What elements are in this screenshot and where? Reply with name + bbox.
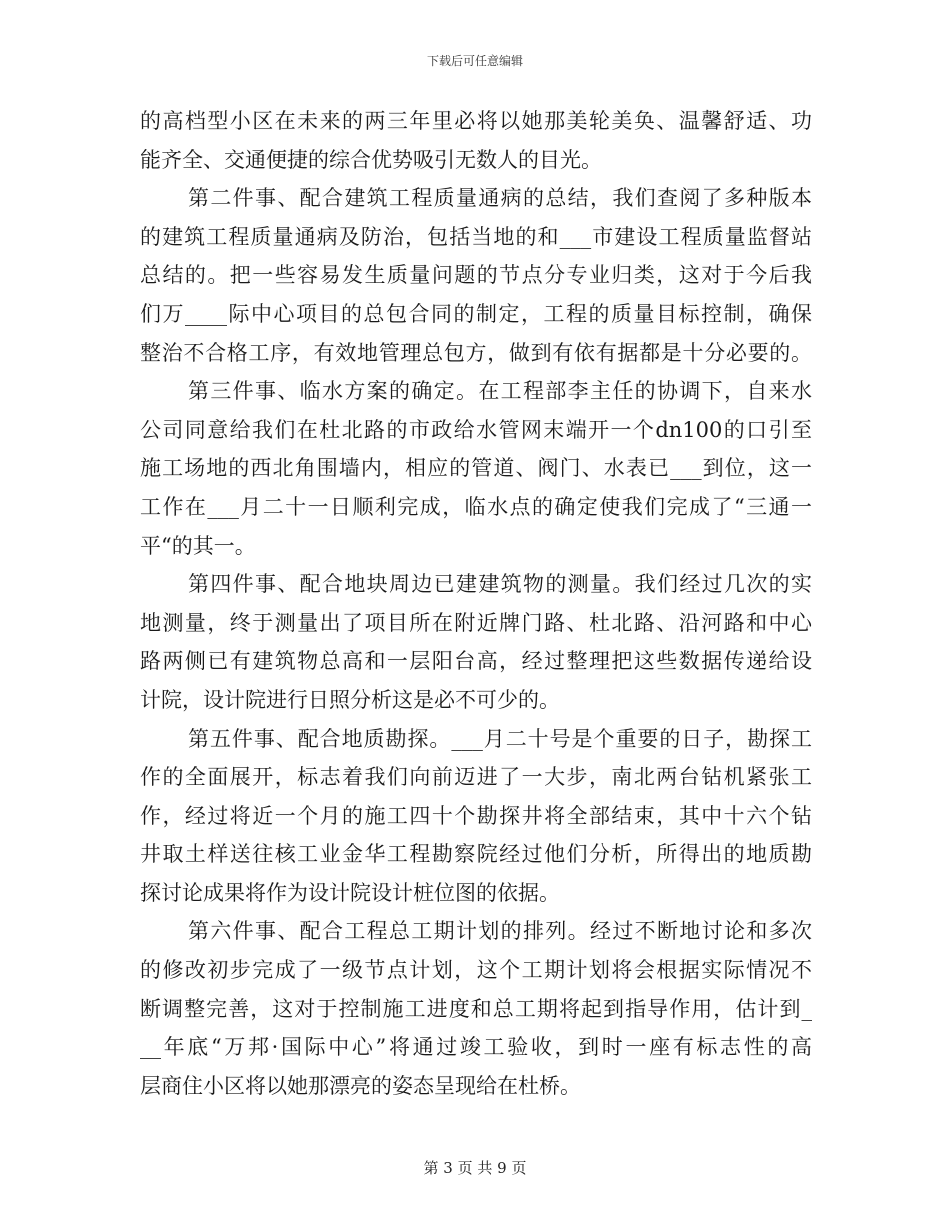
text-line: 总结的。把一些容易发生质量问题的节点分专业归类，这对于今后我 bbox=[140, 263, 812, 288]
text-line: 层商住小区将以她那漂亮的姿态呈现给在杜桥。 bbox=[140, 1073, 581, 1098]
text-line: 公司同意给我们在杜北路的市政给水管网末端开一个dn100的口引至 bbox=[140, 417, 812, 442]
text-line: 作，经过将近一个月的施工四十个勘探井将全部结束，其中十六个钻 bbox=[140, 803, 812, 828]
text-line: 平“的其一。 bbox=[140, 533, 256, 558]
page-header-note: 下载后可任意编辑 bbox=[426, 54, 523, 68]
text-line: 的高档型小区在未来的两三年里必将以她那美轮美奂、温馨舒适、功 bbox=[140, 109, 812, 133]
text-line: 探讨论成果将作为设计院设计桩位图的依据。 bbox=[140, 880, 560, 905]
text-line: 的修改初步完成了一级节点计划，这个工期计划将会根据实际情况不 bbox=[140, 958, 812, 983]
text-line: 作的全面展开，标志着我们向前迈进了一大步，南北两台钻机紧张工 bbox=[140, 765, 812, 790]
text-line: 井取土样送往核工业金华工程勘察院经过他们分析，所得出的地质勘 bbox=[140, 842, 812, 867]
text-line: 施工场地的西北角围墙内，相应的管道、阀门、水表已___到位，这一 bbox=[140, 456, 812, 481]
text-line: 第三件事、临水方案的确定。在工程部李主任的协调下，自来水 bbox=[188, 379, 812, 404]
text-line: 断调整完善，这对于控制施工进度和总工期将起到指导作用，估计到_ bbox=[140, 996, 812, 1021]
document-body bbox=[140, 102, 812, 1105]
text-line: 整治不合格工序，有效地管理总包方，做到有依有据都是十分必要的。 bbox=[140, 340, 812, 365]
text-line: 计院，设计院进行日照分析这是必不可少的。 bbox=[140, 687, 560, 712]
page-number-footer: 第 3 页 共 9 页 bbox=[423, 1159, 527, 1177]
text-line: 能齐全、交通便捷的综合优势吸引无数人的目光。 bbox=[140, 147, 602, 172]
text-line: __年底“万邦·国际中心”将通过竣工验收，到时一座有标志性的高 bbox=[140, 1035, 812, 1060]
text-line: 第六件事、配合工程总工期计划的排列。经过不断地讨论和多次 bbox=[188, 919, 812, 944]
text-line: 的建筑工程质量通病及防治，包括当地的和___市建设工程质量监督站 bbox=[140, 224, 812, 249]
text-line: 们万____际中心项目的总包合同的制定，工程的质量目标控制，确保 bbox=[140, 301, 812, 326]
text-line: 第五件事、配合地质勘探。___月二十号是个重要的日子，勘探工 bbox=[188, 726, 812, 751]
text-line: 工作在___月二十一日顺利完成，临水点的确定使我们完成了“三通一 bbox=[140, 494, 812, 519]
text-line: 地测量，终于测量出了项目所在附近牌门路、杜北路、沿河路和中心 bbox=[140, 610, 812, 635]
text-line: 第四件事、配合地块周边已建建筑物的测量。我们经过几次的实 bbox=[188, 572, 812, 597]
text-line: 第二件事、配合建筑工程质量通病的总结，我们查阅了多种版本 bbox=[188, 186, 812, 211]
text-line: 路两侧已有建筑物总高和一层阳台高，经过整理把这些数据传递给设 bbox=[140, 649, 812, 674]
